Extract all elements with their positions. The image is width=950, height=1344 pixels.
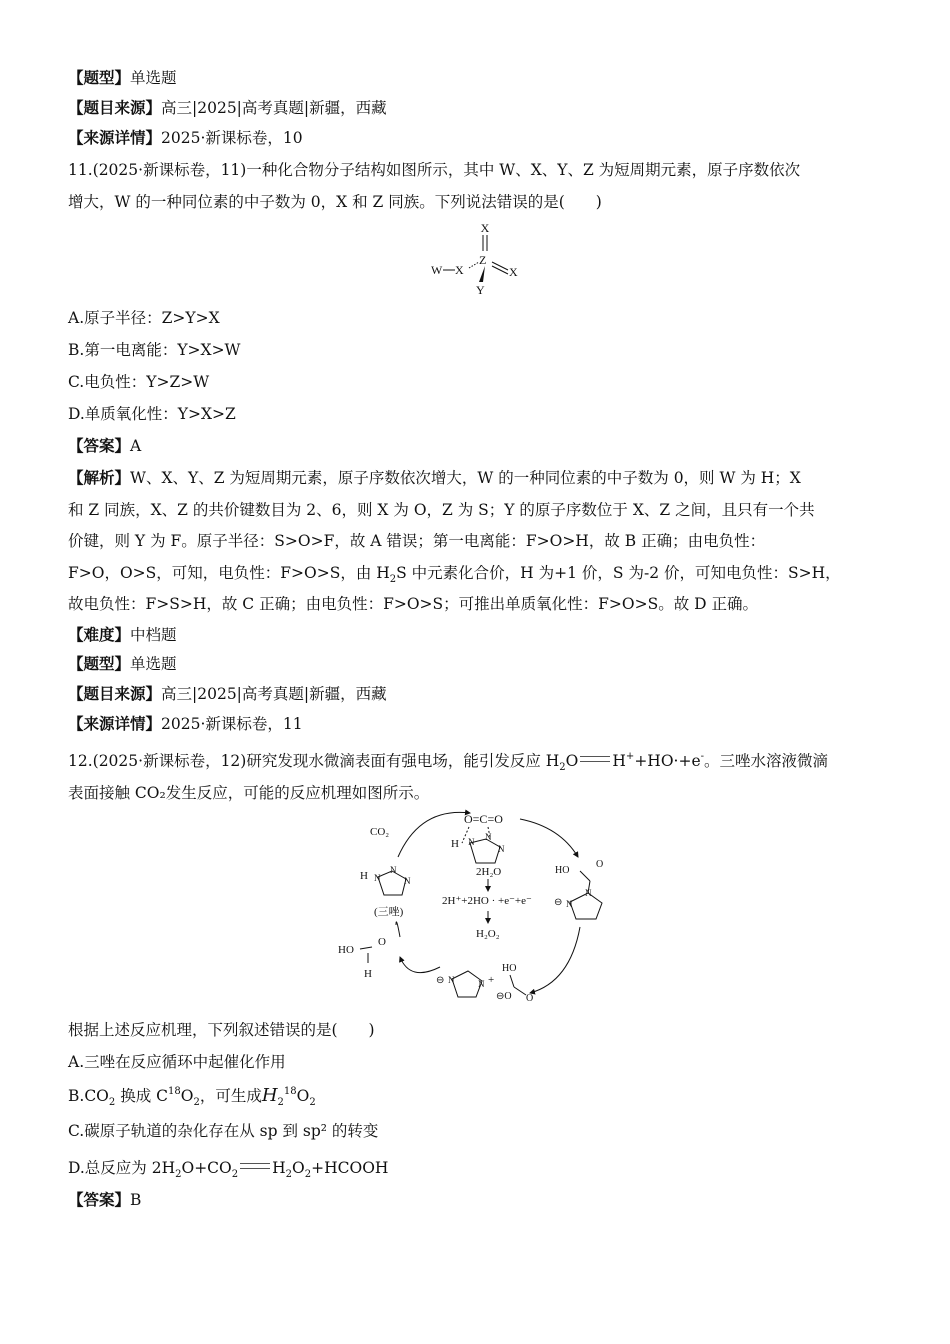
fig2-label: H — [451, 838, 459, 850]
q11-option-a: A.原子半径：Z>Y>X — [68, 309, 220, 327]
q11-detail: 【来源详情】2025·新课标卷，11 — [68, 714, 303, 733]
q11-answer: 【答案】A — [68, 436, 142, 455]
label: 【题型】 — [68, 68, 131, 87]
fig2-label: N — [566, 899, 573, 909]
fig1-label: W — [431, 263, 443, 277]
q10-source: 【题目来源】高三|2025|高考真题|新疆，西藏 — [68, 98, 387, 117]
fig1-label: Z — [479, 253, 487, 267]
q11-stem-1: 11.(2025·新课标卷，11)一种化合物分子结构如图所示，其中 W、X、Y、Z 为短周期元素，原子序数依次 — [68, 161, 801, 179]
fig1-label: Y — [476, 283, 485, 297]
fig2-label: N — [448, 975, 455, 985]
q12-stem-2: 表面接触 CO₂发生反应，可能的反应机理如图所示。 — [68, 784, 430, 802]
fig2-label: O — [378, 936, 386, 948]
q11-analysis-5: 故电负性：F>S>H，故 C 正确；由电负性：F>O>S；可推出单质氧化性：F>O>S。故 D 正确。 — [68, 595, 758, 613]
fig2-label: O — [526, 993, 534, 1004]
fig2-label: + — [488, 974, 495, 986]
q11-analysis-2: 和 Z 同族，X、Z 的共价键数目为 2、6，则 X 为 O，Z 为 S；Y 的原子序数位于 X、Z 之间，且只有一个共 — [68, 501, 815, 519]
fig2-label: N — [390, 865, 397, 875]
q11-option-c: C.电负性：Y>Z>W — [68, 373, 210, 391]
fig1-label: X — [480, 221, 490, 235]
equals-sign-icon — [580, 756, 610, 762]
equals-sign-icon — [240, 1163, 270, 1169]
fig2-label: N — [585, 888, 592, 898]
fig2-label: (三唑) — [374, 906, 404, 918]
fig2-label: CO₂ — [370, 826, 390, 838]
q11-molecule-figure — [425, 220, 535, 300]
fig2-label: HO — [338, 944, 354, 956]
fig2-label: ⊖ — [436, 975, 445, 986]
fig2-label: N — [404, 876, 411, 886]
q11-option-d: D.单质氧化性：Y>X>Z — [68, 405, 236, 423]
fig2-label: O — [596, 859, 604, 870]
q12-option-a: A.三唑在反应循环中起催化作用 — [68, 1053, 286, 1071]
q12-mechanism-figure — [330, 807, 620, 1012]
q11-option-b: B.第一电离能：Y>X>W — [68, 341, 241, 359]
fig2-label: N — [468, 837, 475, 847]
q10-type: 【题型】单选题 — [68, 68, 177, 87]
fig2-label: H₂O₂ — [476, 928, 500, 940]
q11-difficulty: 【难度】中档题 — [68, 625, 177, 644]
fig2-label: N — [498, 844, 505, 854]
fig2-label: HO — [502, 963, 517, 974]
fig2-label: HO — [555, 865, 570, 876]
fig2-label: N — [485, 832, 492, 842]
q12-question: 根据上述反应机理，下列叙述错误的是( ) — [68, 1021, 375, 1039]
q11-type: 【题型】单选题 — [68, 654, 177, 673]
q11-source: 【题目来源】高三|2025|高考真题|新疆，西藏 — [68, 684, 387, 703]
q12-option-b: $B.CO_2$ 换成 $C^{18}O_2$，可生成$H_2^{18}O_2$ — [68, 1085, 316, 1108]
fig2-label: N — [374, 873, 381, 883]
q12-option-c: C.碳原子轨道的杂化存在从 sp 到 sp² 的转变 — [68, 1122, 379, 1140]
fig2-label: ⊖ — [554, 897, 563, 908]
q12-option-d: D.总反应为 $2H_2O+CO_2$ $H_2O_2+HCOOH$ — [68, 1159, 389, 1180]
fig2-label: 2H⁺+2HO · +e⁻+e⁻ — [442, 895, 532, 907]
fig2-label: H — [360, 870, 368, 882]
fig1-label: X — [509, 265, 518, 279]
q11-analysis-1: 【解析】W、X、Y、Z 为短周期元素，原子序数依次增大，W 的一种同位素的中子数为 0，则 W 为 H；X — [68, 468, 801, 487]
q11-analysis-4: F>O，O>S，可知，电负性：F>O>S，由 $H_2S$ 中元素化合价，H 为+1 价，S 为-2 价，可知电负性：S>H， — [68, 564, 841, 585]
fig2-label: N — [478, 979, 485, 989]
fig1-label: X — [455, 263, 464, 277]
q11-analysis-3: 价键，则 Y 为 F。原子半径：S>O>F，故 A 错误；第一电离能：F>O>H，故 B 正确；由电负性： — [68, 532, 766, 550]
fig2-label: O=C=O — [464, 812, 503, 826]
q12-stem-1: 12.(2025·新课标卷，12)研究发现水微滴表面有强电场，能引发反应 $H_2O$ H++HO·+e-。三唑水溶液微滴 — [68, 751, 829, 773]
fig2-label: H — [364, 968, 372, 980]
q10-detail: 【来源详情】2025·新课标卷，10 — [68, 128, 303, 147]
fig2-label: ⊖O — [496, 991, 512, 1002]
q11-stem-2: 增大，W 的一种同位素的中子数为 0，X 和 Z 同族。下列说法错误的是( ) — [68, 193, 602, 211]
fig2-label: 2H₂O — [476, 866, 502, 878]
q12-answer: 【答案】B — [68, 1190, 142, 1209]
